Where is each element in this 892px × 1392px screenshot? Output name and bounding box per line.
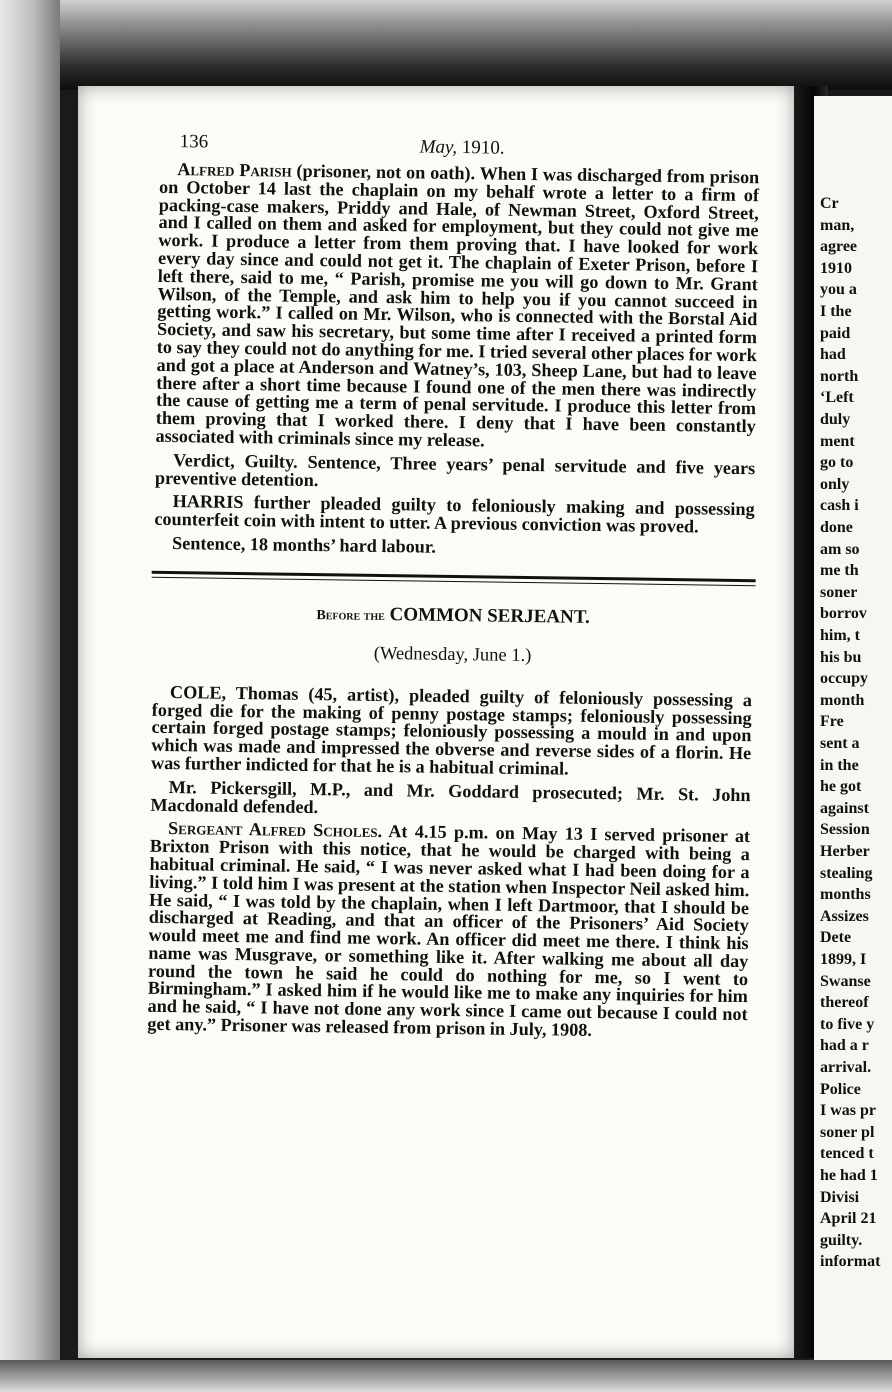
facing-page-fragment: had — [820, 346, 846, 364]
section-divider — [151, 553, 754, 609]
facing-page-fragment: borrov — [820, 605, 867, 623]
facing-page-fragment: Police — [820, 1080, 861, 1098]
facing-page-fragment: his bu — [820, 648, 862, 666]
facing-page-fragment: occupy — [820, 670, 868, 688]
paragraph-text: Sentence, 18 months’ hard labour. — [171, 532, 436, 557]
facing-page-fragment: soner pl — [820, 1123, 875, 1141]
section-heading-court: COMMON SERJEANT. — [384, 603, 590, 628]
facing-page-fragment: against — [820, 799, 869, 817]
facing-page-fragment: informat — [820, 1253, 881, 1271]
page-content — [87, 120, 760, 1042]
paragraph-text: At 4.15 p.m. on May 13 I served prisoner at Brixton Prison with this notice, that he would be charged with being a habitual criminal. He said, “ I was never asked what I had been doing for a living.” I told him I was present at the station when Inspector Neil asked him. He said, “ I was told by the chaplain, when I left Dartmoor, that I should be discharged at Reading, and that an officer of the Prisoners’ Aid Society would meet me and find me work. An officer did meet me there. I think his name was Musgrave, or something like it. After walking me about all day round the town he said he could do nothing for me, so I went to Birmingham.” I asked him if he would like me to make any inquiries for him and he said, “ I have not done any work since I came out because I could not get any.” Prisoner was released from prison in July, 1908. — [147, 821, 751, 1041]
facing-page-fragment: man, — [820, 216, 855, 234]
facing-page-fragment: done — [820, 519, 853, 536]
facing-page-fragment: he had 1 — [820, 1167, 878, 1184]
facing-page-fragment: him, t — [820, 627, 860, 644]
facing-page-fragment: Swanse — [820, 972, 871, 990]
facing-page-fragment: I the — [820, 303, 852, 320]
paragraph-text: Mr. Pickersgill, M.P., and Mr. Goddard prosecuted; Mr. St. John Macdonald defended. — [150, 776, 751, 817]
facing-page-fragment: go to — [820, 454, 854, 472]
scan-bottom-edge — [0, 1360, 892, 1392]
facing-page-fragment: April 21 — [820, 1210, 877, 1228]
facing-page-fragment: sent a — [820, 735, 860, 752]
paragraph-text: COLE, Thomas (45, artist), pleaded guilty of feloniously possessing a forged die for the making of penny postage stamps; feloniously possessing certain forged postage stamps; feloniously possessing a mould in and upon which was made and impressed the obverse and reverse sides of a florin. He was further indicted for that he is a habitual criminal. — [150, 681, 753, 779]
facing-page-fragment: had a r — [820, 1037, 869, 1055]
facing-page-fragment: Dete — [820, 929, 852, 947]
running-head-year: 1910. — [456, 136, 505, 159]
facing-page-fragment: Herber — [820, 843, 870, 860]
facing-page-fragment: Divisi — [820, 1188, 860, 1206]
facing-page-fragment: 1910 — [820, 259, 852, 277]
facing-page-fragment: tenced t — [820, 1145, 874, 1163]
paragraph-text: HARRIS further pleaded guilty to feloniously making and possessing counterfeit coin with intent to utter. A previous conviction was proved. — [154, 491, 755, 537]
facing-page-fragment: ment — [820, 432, 855, 450]
facing-page-fragment: agree — [820, 238, 858, 256]
facing-page-fragment: Session — [820, 821, 870, 839]
facing-page-fragment: paid — [820, 324, 851, 342]
facing-page-fragment: thereof — [820, 994, 869, 1012]
running-head-month: May, — [419, 136, 458, 158]
scan-left-edge — [0, 0, 60, 1392]
facing-page-fragment: I was pr — [820, 1102, 877, 1120]
facing-page-fragment: Assizes — [820, 907, 869, 925]
top-section — [94, 160, 759, 561]
facing-page-fragment: 1899, I — [820, 951, 867, 968]
page-number: 136 — [179, 131, 209, 153]
facing-page-fragment: in the — [820, 756, 859, 774]
paragraph-text: Verdict, Guilty. Sentence, Three years’ penal servitude and five years preventive detention. — [154, 449, 756, 490]
paragraph — [87, 819, 750, 1042]
paragraph — [95, 160, 759, 454]
facing-page-fragment: only — [820, 475, 850, 493]
facing-page — [814, 96, 892, 1360]
facing-page-fragment: Fre — [820, 713, 844, 731]
facing-page-fragment: month — [820, 691, 865, 709]
speaker-name: Alfred Parish — [177, 159, 292, 181]
paragraph-text: (prisoner, not on oath). When I was discharged from prison on October 14 last the chaplain on my behalf wrote a letter to a firm of packing-case makers, Priddy and Hale, of Newman Street, Oxford Street, and I called on them and asked for employment, but they could not give me work. I produce a letter from them proving that. I have looked for work every day since and could not get it. The chaplain of Exeter Prison, before I left there, said to me, “ Parish, promise me you will go down to Mr. Grant Wilson, of the Temple, and ask him to help you if you cannot succeed in getting work.” I called on Mr. Wilson, who is connected with the Borstal Aid Society, and saw his secretary, but some time after I received a printed form to say they could not do anything for me. I tried several other places for work and got a place at Anderson and Watney’s, 103, Sheep Lane, but had to leave there after a short time because I found one of the men there was indirectly the cause of getting me a term of penal servitude. I produce this letter from them proving that I worked there. I deny that I have been constantly associated with criminals since my release. — [155, 160, 760, 451]
scan-top-edge — [0, 0, 892, 90]
facing-page-fragment: months — [820, 886, 871, 904]
facing-page-fragment: ‘Left — [820, 389, 854, 407]
facing-page-fragment: he got — [820, 778, 862, 796]
facing-page-fragment: duly — [820, 411, 851, 428]
facing-page-fragment: stealing — [820, 864, 873, 882]
speaker-name: Sergeant Alfred Scholes. — [167, 818, 383, 842]
facing-page-fragment: me th — [820, 562, 859, 580]
facing-page-fragment: soner — [820, 583, 858, 601]
facing-page-fragment: Cr — [820, 195, 839, 212]
bottom-section — [87, 683, 752, 1042]
facing-page-fragment: to five y — [820, 1015, 875, 1033]
running-head — [419, 136, 504, 159]
facing-page-fragment: north — [820, 367, 859, 385]
facing-page-fragment: you a — [820, 281, 857, 299]
facing-page-fragment: guilty. — [820, 1231, 863, 1249]
section-heading-prefix: Before the — [316, 607, 385, 624]
facing-page-fragment: am so — [820, 540, 860, 558]
facing-page-fragment: cash i — [820, 497, 859, 515]
paragraph — [91, 683, 752, 781]
session-date: (Wednesday, June 1.) — [373, 643, 532, 666]
facing-page-fragment: arrival. — [820, 1059, 872, 1076]
